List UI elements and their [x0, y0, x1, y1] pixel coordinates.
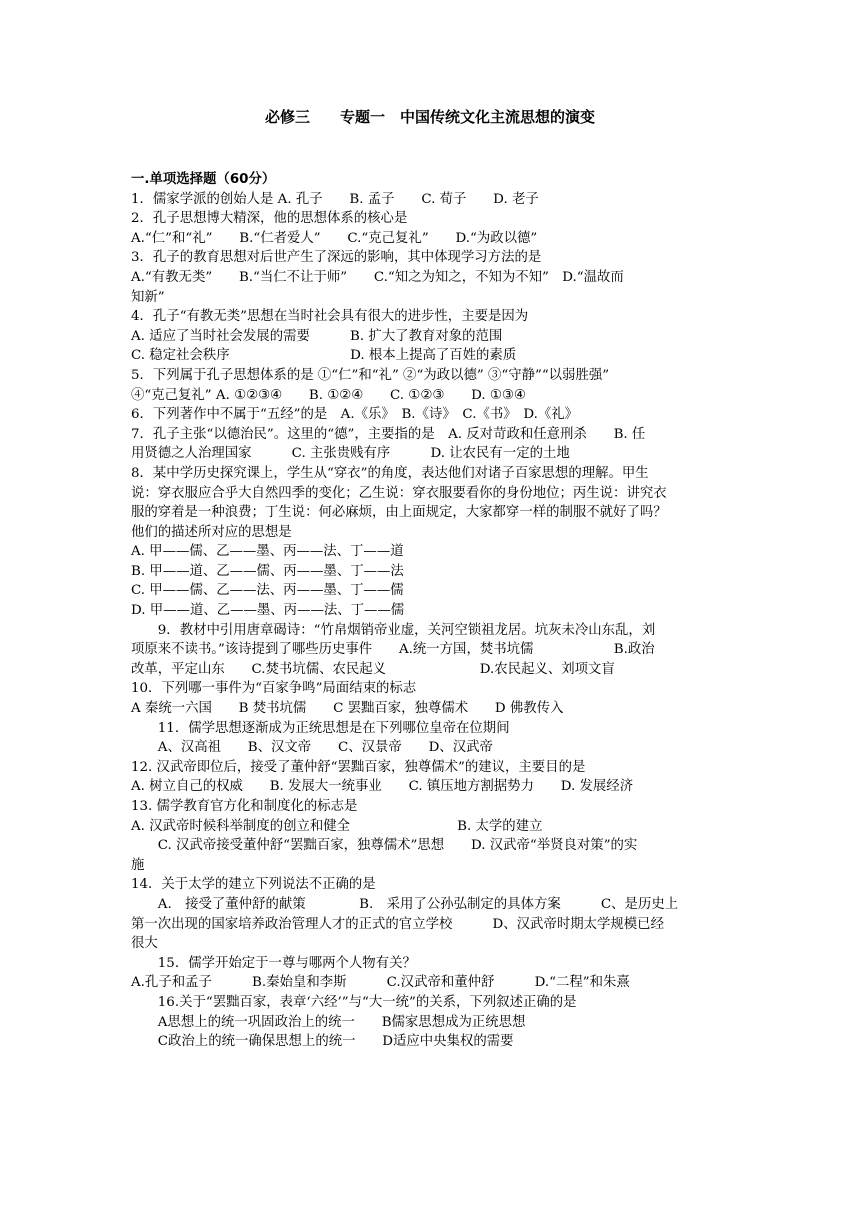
question-line: 1．儒家学派的创始人是 A. 孔子 B. 孟子 C. 荀子 D. 老子	[131, 191, 539, 207]
section-heading: 一.单项选择题（60分）	[131, 172, 276, 187]
question-line: 3．孔子的教育思想对后世产生了深远的影响，其中体现学习方法的是	[131, 250, 542, 266]
question-line: 9．教材中引用唐章碣诗：“竹帛烟销帝业虚，关河空锁祖龙居。坑灰未冷山东乱，刘	[131, 622, 656, 638]
document-title: 必修三 专题一 中国传统文化主流思想的演变	[264, 108, 595, 126]
question-line: 12. 汉武帝即位后，接受了董仲舒“罢黜百家，独尊儒术”的建议，主要目的是	[131, 759, 586, 775]
question-line: C. 汉武帝接受董仲舒“罢黜百家，独尊儒术”思想 D. 汉武帝“举贤良对策”的实	[131, 838, 638, 854]
question-line: C. 稳定社会秩序 D. 根本上提高了百姓的素质	[131, 348, 517, 364]
question-line: A. 甲——儒、乙——墨、丙——法、丁——道	[131, 544, 404, 560]
question-line: 16.关于“罢黜百家，表章‘六经’”与“大一统”的关系，下列叙述正确的是	[131, 994, 577, 1010]
question-line: 13. 儒学教育官方化和制度化的标志是	[131, 799, 358, 814]
question-line: C政治上的统一确保思想上的统一 D适应中央集权的需要	[131, 1034, 514, 1050]
question-line: A、汉高祖 B、汉文帝 C、汉景帝 D、汉武帝	[131, 740, 493, 756]
question-line: B. 甲——道、乙——儒、丙——墨、丁——法	[131, 563, 404, 579]
question-line: 用贤德之人治理国家 C. 主张贵贱有序 D. 让农民有一定的土地	[131, 446, 570, 462]
question-line: 15．儒学开始定于一尊与哪两个人物有关？	[131, 955, 416, 971]
question-line: 很大	[131, 936, 158, 952]
question-line: A. 适应了当时社会发展的需要 B. 扩大了教育对象的范围	[131, 328, 503, 344]
question-line: 4．孔子“有教无类”思想在当时社会具有很大的进步性，主要是因为	[131, 309, 529, 325]
question-line: 服的穿着是一种浪费；丁生说：何必麻烦，由上面规定，大家都穿一样的制服不就好了吗？	[131, 505, 667, 521]
question-line: 5．下列属于孔子思想体系的是 ①“仁”和“礼” ②“为政以德” ③“守静”“以弱胜强”	[131, 367, 610, 383]
question-line: 10．下列哪一事件为“百家争鸣”局面结束的标志	[131, 681, 417, 697]
question-line: 8．某中学历史探究课上，学生从“穿衣”的角度，表达他们对诸子百家思想的理解。甲生	[131, 465, 649, 481]
question-line: C. 甲——儒、乙——法、丙——墨、丁——儒	[131, 583, 404, 599]
question-line: 知新”	[131, 289, 165, 305]
question-line: 7．孔子主张“以德治民”。这里的“德”，主要指的是 A. 反对苛政和任意刑杀 B. 任	[131, 426, 646, 442]
question-line: 说：穿衣服应合乎大自然四季的变化；乙生说：穿衣服要看你的身份地位；丙生说：讲究衣	[131, 485, 667, 501]
question-line: 6．下列著作中不属于“五经”的是 A.《乐》 B.《诗》 C.《书》 D.《礼》	[131, 407, 578, 423]
question-line: 2．孔子思想博大精深，他的思想体系的核心是	[131, 211, 408, 227]
question-line: A. 接受了董仲舒的献策 B. 采用了公孙弘制定的具体方案 C、是历史上	[131, 896, 679, 912]
question-line: A. 汉武帝时候科举制度的创立和健全 B. 太学的建立	[131, 818, 543, 834]
question-line: A.“有教无类” B.“当仁不让于师” C.“知之为知之，不知为不知” D.“温故而	[131, 269, 624, 285]
question-line: A. 树立自己的权威 B. 发展大一统事业 C. 镇压地方割据势力 D. 发展经济	[131, 779, 634, 795]
question-line: 14．关于太学的建立下列说法不正确的是	[131, 877, 376, 893]
question-line: A 秦统一六国 B 焚书坑儒 C 罢黜百家，独尊儒术 D 佛教传入	[131, 701, 564, 717]
question-line: 他们的描述所对应的思想是	[131, 524, 292, 540]
question-line: D. 甲——道、乙——墨、丙——法、丁——儒	[131, 603, 405, 619]
question-line: 第一次出现的国家培养政治管理人才的正式的官立学校 D、汉武帝时期太学规模已经	[131, 916, 664, 932]
question-line: 11．儒学思想逐渐成为正统思想是在下列哪位皇帝在位期间	[131, 720, 510, 736]
question-line: 改革，平定山东 C.焚书坑儒、农民起义 D.农民起义、刘项文盲	[131, 661, 615, 677]
question-line: 项原来不读书。”该诗提到了哪些历史事件 A.统一方国，焚书坑儒 B.政治	[131, 642, 655, 658]
question-line: ④“克己复礼” A. ①②③④ B. ①②④ C. ①②③ D. ①③④	[131, 387, 526, 403]
question-line: A.孔子和孟子 B.秦始皇和李斯 C.汉武帝和董仲舒 D.“二程”和朱熹	[131, 975, 630, 991]
question-line: A.“仁”和“礼” B.“仁者爱人” C.“克己复礼” D.“为政以德”	[131, 230, 538, 246]
question-line: A思想上的统一巩固政治上的统一 B儒家思想成为正统思想	[131, 1014, 526, 1030]
question-list	[131, 170, 731, 1052]
question-line: 施	[131, 857, 145, 873]
